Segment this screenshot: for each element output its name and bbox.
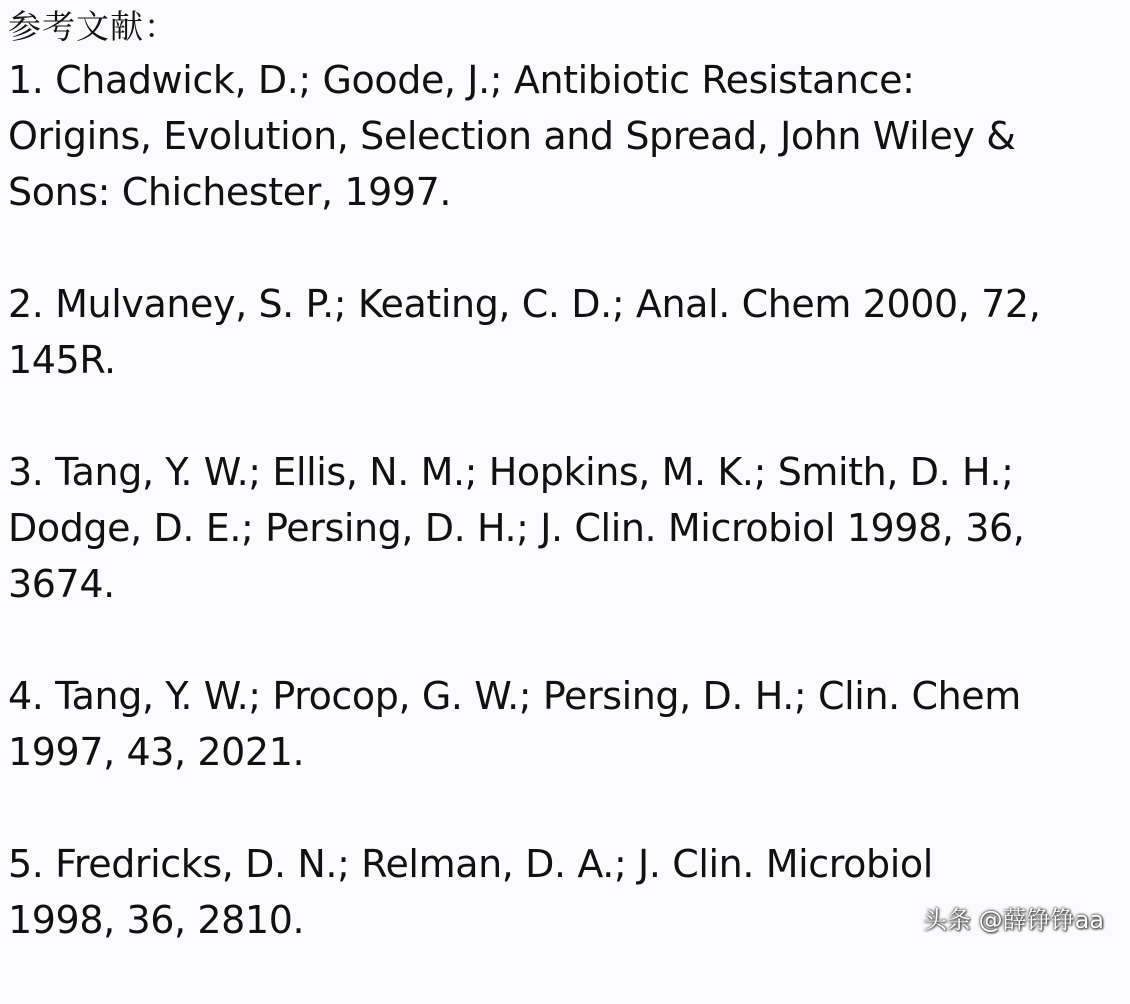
- references-heading: 参考文献：: [8, 7, 178, 46]
- reference-line: 1. Chadwick, D.; Goode, J.; Antibiotic Resistance:: [8, 58, 915, 102]
- reference-line: Dodge, D. E.; Persing, D. H.; J. Clin. Microbiol 1998, 36,: [8, 506, 1025, 550]
- watermark: 头条 @薛铮铮aa: [922, 906, 1104, 934]
- reference-line: 2. Mulvaney, S. P.; Keating, C. D.; Anal. Chem 2000, 72,: [8, 282, 1041, 326]
- reference-list: [8, 52, 1128, 1004]
- reference-item-3: [8, 444, 1128, 612]
- reference-line: 1997, 43, 2021.: [8, 730, 305, 774]
- reference-item-4: [8, 668, 1128, 780]
- reference-line: Sons: Chichester, 1997.: [8, 170, 452, 214]
- reference-line: 5. Fredricks, D. N.; Relman, D. A.; J. Clin. Microbiol: [8, 842, 933, 886]
- reference-line: Origins, Evolution, Selection and Spread, John Wiley &: [8, 114, 1016, 158]
- reference-item-2: [8, 276, 1128, 388]
- reference-item-1: [8, 52, 1128, 220]
- reference-line: 145R.: [8, 338, 116, 382]
- reference-line: 3674.: [8, 562, 115, 606]
- reference-line: 3. Tang, Y. W.; Ellis, N. M.; Hopkins, M. K.; Smith, D. H.;: [8, 450, 1014, 494]
- reference-line: 1998, 36, 2810.: [8, 898, 305, 942]
- reference-line: 4. Tang, Y. W.; Procop, G. W.; Persing, D. H.; Clin. Chem: [8, 674, 1021, 718]
